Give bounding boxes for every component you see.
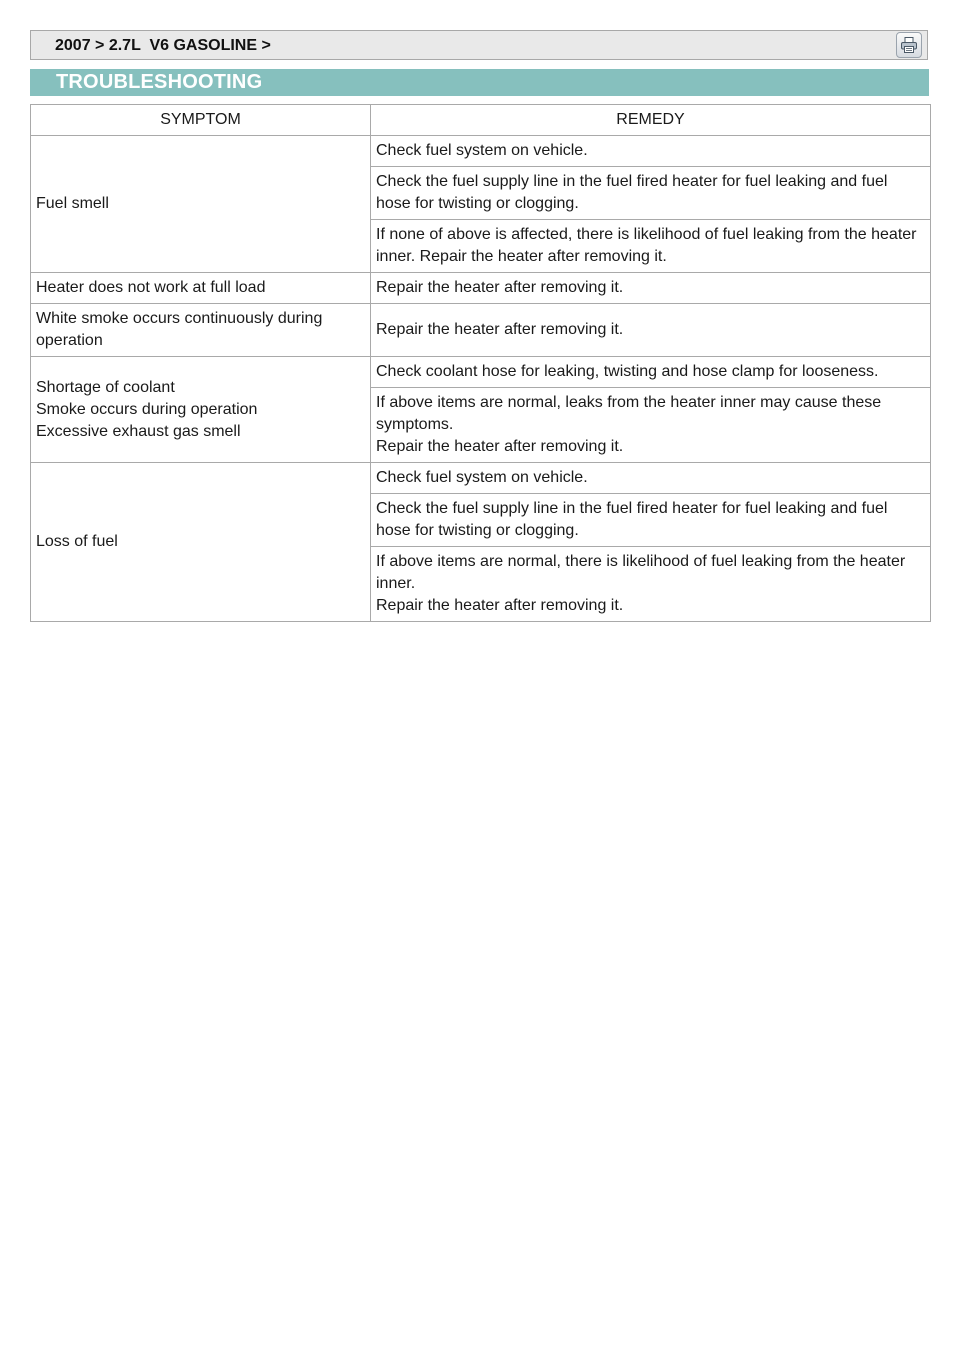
table-row bbox=[31, 136, 931, 167]
breadcrumb: 2007 > 2.7L V6 GASOLINE > bbox=[55, 37, 271, 54]
print-button[interactable] bbox=[896, 32, 922, 58]
symptom-cell: Fuel smell bbox=[31, 136, 371, 273]
remedy-cell: Repair the heater after removing it. bbox=[371, 273, 931, 304]
table-row bbox=[31, 463, 931, 494]
symptom-cell: Loss of fuel bbox=[31, 463, 371, 622]
symptom-cell: Shortage of coolant Smoke occurs during operation Excessive exhaust gas smell bbox=[31, 357, 371, 463]
remedy-column-header: REMEDY bbox=[371, 105, 931, 136]
printer-icon bbox=[900, 36, 918, 54]
remedy-cell: Repair the heater after removing it. bbox=[371, 304, 931, 357]
symptom-cell: Heater does not work at full load bbox=[31, 273, 371, 304]
page-title: TROUBLESHOOTING bbox=[56, 71, 263, 93]
table-row bbox=[31, 304, 931, 357]
remedy-cell: Check fuel system on vehicle. bbox=[371, 136, 931, 167]
symptom-column-header: SYMPTOM bbox=[31, 105, 371, 136]
remedy-cell: Check the fuel supply line in the fuel fired heater for fuel leaking and fuel hose for twisting or clogging. bbox=[371, 167, 931, 220]
remedy-cell: If above items are normal, leaks from the heater inner may cause these symptoms. Repair the heater after removing it. bbox=[371, 388, 931, 463]
remedy-cell: Check the fuel supply line in the fuel fired heater for fuel leaking and fuel hose for twisting or clogging. bbox=[371, 494, 931, 547]
table-row bbox=[31, 357, 931, 388]
remedy-cell: Check fuel system on vehicle. bbox=[371, 463, 931, 494]
remedy-cell: If none of above is affected, there is likelihood of fuel leaking from the heater inner. Repair the heater after removing it. bbox=[371, 220, 931, 273]
breadcrumb-bar bbox=[30, 30, 928, 60]
remedy-cell: Check coolant hose for leaking, twisting and hose clamp for looseness. bbox=[371, 357, 931, 388]
remedy-cell: If above items are normal, there is likelihood of fuel leaking from the heater inner. Repair the heater after removing it. bbox=[371, 547, 931, 622]
table-header-row bbox=[31, 105, 931, 136]
symptom-cell: White smoke occurs continuously during operation bbox=[31, 304, 371, 357]
troubleshooting-table bbox=[30, 104, 931, 622]
section-title-bar bbox=[30, 69, 929, 96]
table-row bbox=[31, 273, 931, 304]
